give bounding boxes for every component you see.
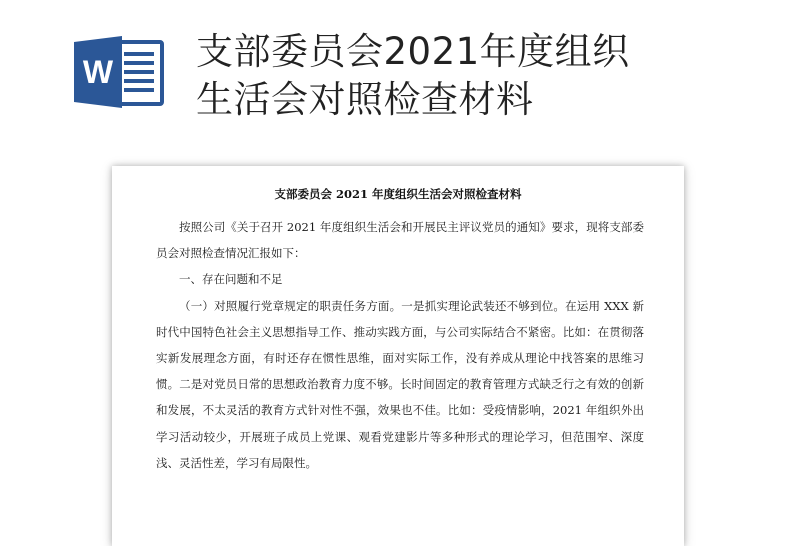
page-title: 支部委员会2021年度组织生活会对照检查材料 [196,30,630,121]
word-icon-letter: W [82,54,114,90]
word-icon [74,36,166,108]
document-title: 支部委员会 2021 年度组织生活会对照检查材料 [274,187,522,201]
document-paragraph: 按照公司《关于召开 2021 年度组织生活会和开展民主评议党员的通知》要求，现将支部委员会对照检查情况汇报如下： [156,220,644,261]
document-page [112,166,684,546]
document-section-heading: 一、存在问题和不足 [179,272,283,287]
document-paragraph: （一）对照履行党章规定的职责任务方面。一是抓实理论武装还不够到位。在运用 XXX 新时代中国特色社会主义思想指导工作、推动实践方面，与公司实际结合不紧密。比如：在贯彻落实新发展理念方面，有时还存在惯性思维，面对实际工作，没有养成从理论中找答案的思维习惯。二是对党员日常的思想政治教育力度不够。长时间固定的教育管理方式缺乏行之有效的创新和发展，不太灵活的教育方式针对性不强，效果也不佳。比如：受疫情影响，2021 年组织外出学习活动较少，开展班子成员上党课、观看党建影片等多种形式的理论学习，但范围窄、深度浅、灵活性差，学习有局限性。 [156,298,644,470]
document-body [156,214,644,476]
